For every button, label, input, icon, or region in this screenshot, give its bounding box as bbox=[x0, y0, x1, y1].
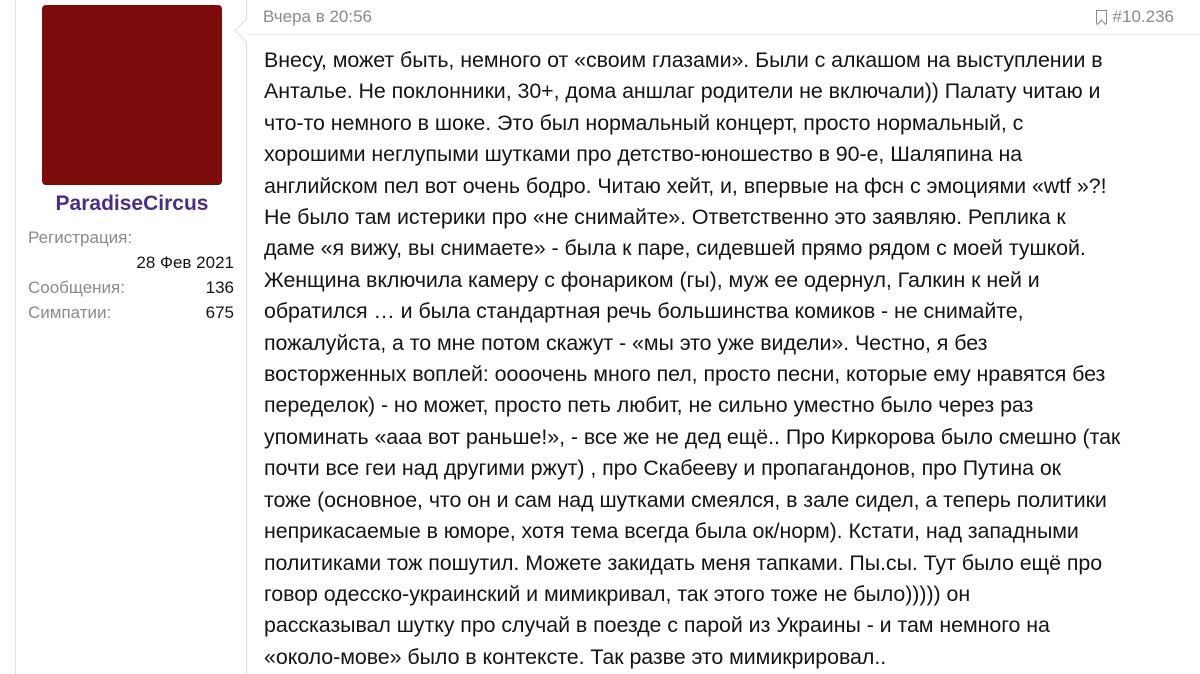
post-actions bbox=[1096, 7, 1174, 27]
post-text-line: Не было там истерики про «не снимайте». Ответственно это заявляю. Реплика к bbox=[264, 205, 1066, 230]
post-body bbox=[264, 45, 1194, 673]
post-text-line: упоминать «ааа вот раньше!», - все же не дед ещё.. Про Киркорова было смешно (так bbox=[264, 424, 1121, 449]
post-text-line: даме «я вижу, вы снимаете» - была к паре, сидевшей прямо рядом с моей тушкой. bbox=[264, 236, 1086, 261]
bookmark-icon[interactable] bbox=[1096, 10, 1107, 24]
post-text-line: переделок) - но может, просто петь любит, не сильно уместно было через раз bbox=[264, 393, 1034, 418]
post-text-line: политиками тож пошутил. Можете закидать меня тапками. Пы.сы. Тут было ещё про bbox=[264, 550, 1103, 575]
post-text-line: «около-мове» было в контексте. Так разве это мимикрировал.. bbox=[264, 644, 887, 669]
post-text-line: восторженных воплей: оооочень много пел, просто песни, которые ему нравятся без bbox=[264, 362, 1106, 387]
post-text-line: пожалуйста, а то мне потом скажут - «мы это уже видели». Честно, я без bbox=[264, 330, 988, 355]
post-text-line: говор одесско-украинский и мимикривал, так этого тоже не было))))) он bbox=[264, 581, 971, 606]
registration-value: 28 Фев 2021 bbox=[136, 253, 234, 272]
post-number-link[interactable]: #10.236 bbox=[1112, 7, 1174, 26]
likes-label: Симпатии: bbox=[28, 303, 112, 322]
messages-value: 136 bbox=[205, 278, 234, 297]
post-text-line: английском пел вот очень бодро. Читаю хейт, и, впервые на фсн с эмоциями «wtf »?! bbox=[264, 173, 1107, 198]
post-text-line: Женщина включила камеру с фонариком (гы), муж ее одернул, Галкин к ней и bbox=[264, 267, 1040, 292]
user-info-column bbox=[15, 0, 247, 674]
post-text-line: Внесу, может быть, немного от «своим глазами». Были с алкашом на выступлении в bbox=[264, 48, 1103, 72]
avatar[interactable] bbox=[42, 5, 222, 185]
post-text-line: хорошими неглупыми шутками про детство-юношество в 90-е, Шаляпина на bbox=[264, 142, 1023, 167]
likes-value: 675 bbox=[205, 303, 234, 322]
post-text-line: обратился … и была стандартная речь большинства комиков - не снимайте, bbox=[264, 299, 1024, 324]
messages-label: Сообщения: bbox=[28, 278, 125, 297]
post-text-line: рассказывал шутку про случай в поезде с парой из Украины - и там немного на bbox=[264, 613, 1050, 638]
post-text-line: Анталье. Не поклонники, 30+, дома аншлаг родители не включали)) Палату читаю и bbox=[264, 79, 1101, 104]
post-container bbox=[248, 0, 1200, 674]
post-text-line: неприкасаемые в юморе, хотя тема всегда была ок/норм). Кстати, над западными bbox=[264, 519, 1079, 544]
post-text-line: тоже (основное, что он и сам над шутками смеялся, в зале сидел, а теперь политики bbox=[264, 487, 1107, 512]
post-text-line: почти все геи над другими ржут) , про Скабееву и пропагандонов, про Путина ок bbox=[264, 456, 1061, 481]
post-text-line: что-то немного в шоке. Это был нормальный концерт, просто нормальный, с bbox=[264, 110, 1024, 135]
registration-label: Регистрация: bbox=[28, 228, 133, 247]
post-header bbox=[248, 0, 1200, 35]
post-date[interactable]: Вчера в 20:56 bbox=[263, 7, 373, 26]
username-link[interactable]: ParadiseCircus bbox=[55, 192, 209, 215]
